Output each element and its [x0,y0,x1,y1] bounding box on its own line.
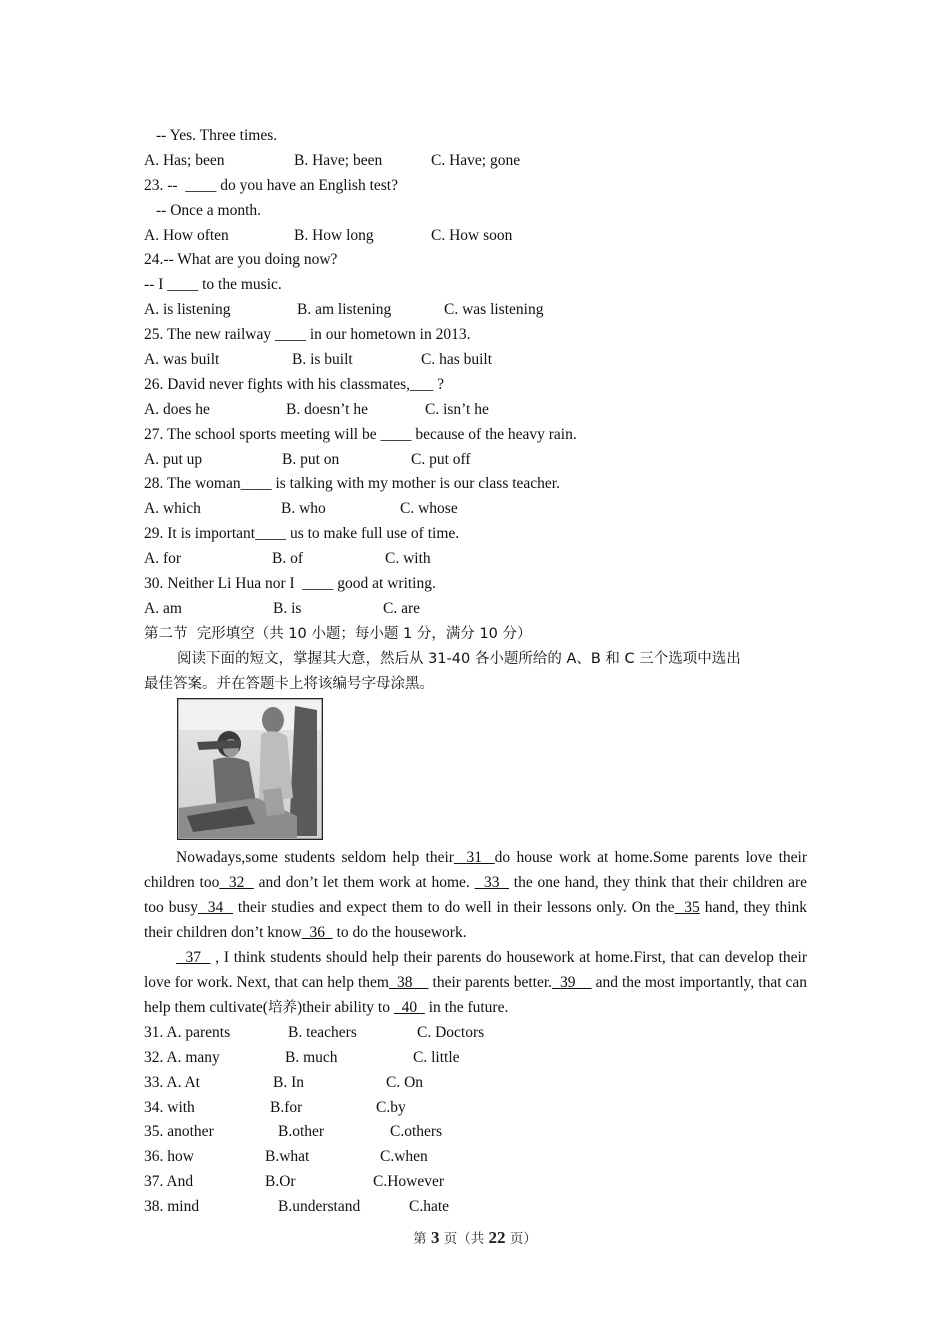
page-number: 3 [430,1228,440,1247]
q24-stem: 24.-- What are you doing now? [144,251,338,269]
option-a: A. which [144,500,201,518]
option-c: C. Doctors [417,1023,485,1041]
q33-options [144,1071,807,1096]
option-a: 38. mind [144,1198,200,1216]
passage-paragraph-2: 37 , I think students should help their parents do housework at home.First, that can develop their love for work. Next, that can help them 38 their parents better. 39 and the most importantly, that can help them cultivate(培养)their ability to 40 in the future. [144,949,808,1016]
option-c: C.when [380,1148,428,1166]
exam-page [144,124,807,1220]
option-a: 33. A. At [144,1073,200,1091]
option-b: B. doesn’t he [286,400,368,418]
option-c: C. How soon [431,226,513,244]
blank-36: 36 [301,924,333,942]
option-a: A. for [144,550,182,568]
option-b: B. who [281,500,326,518]
option-a: A. How often [144,226,229,244]
q23-answer: -- Once a month. [156,201,262,219]
q30-options [144,597,807,622]
option-c: C.others [390,1123,443,1141]
blank-39: 39 [552,974,592,992]
q29-options [144,547,807,572]
q24-answer: -- I ____ to the music. [144,276,282,294]
option-b: B.other [278,1123,325,1141]
option-a: 35. another [144,1123,214,1141]
option-a: A. does he [144,400,210,418]
section-title: 第二节 完形填空（共 10 小题；每小题 1 分，满分 10 分） [144,625,532,642]
q32-options [144,1046,807,1071]
option-a: A. is listening [144,301,231,319]
blank-35: 35 [674,899,700,917]
option-c: C. Have; gone [431,151,521,169]
option-a: 34. with [144,1098,195,1116]
option-c: C. isn’t he [425,400,489,418]
blank-33: 33 [474,874,510,892]
option-b: B.for [270,1098,303,1116]
q36-options [144,1145,807,1170]
option-b: B. is built [292,351,353,369]
option-a: 32. A. many [144,1048,220,1066]
section-instruction-cont: 最佳答案。并在答题卡上将该编号字母涂黑。 [144,675,434,692]
blank-40: 40 [393,998,425,1016]
q35-options [144,1120,807,1145]
option-a: 37. And [144,1173,194,1191]
blank-34: 34 [197,899,234,917]
section-instruction: 阅读下面的短文，掌握其大意，然后从 31-40 各小题所给的 A、B 和 C 三个选项中选出 [177,650,741,667]
blank-38: 38 [388,974,429,992]
option-c: C. with [385,550,431,568]
option-b: B. Have; been [294,151,383,169]
option-a: A. Has; been [144,151,225,169]
people-photo-image [177,698,323,840]
q26-stem: 26. David never fights with his classmates,___ ? [144,375,445,393]
option-c: C. whose [400,500,458,518]
option-c: C.by [376,1098,406,1116]
option-c: C. put off [411,450,471,468]
option-b: B. How long [294,226,374,244]
option-b: B. In [273,1073,304,1091]
q26-options [144,398,807,423]
option-a: A. put up [144,450,203,468]
q24-options [144,298,807,323]
option-a: 36. how [144,1148,194,1166]
blank-37: 37 [176,949,211,967]
q30-stem: 30. Neither Li Hua nor I ____ good at writing. [144,575,436,593]
q22-options [144,149,807,174]
option-a: A. was built [144,351,220,369]
option-b: B. is [273,599,302,617]
q27-options [144,448,807,473]
page-total: 22 [488,1228,506,1247]
q34-options [144,1096,807,1121]
q25-options [144,348,807,373]
q29-stem: 29. It is important____ us to make full use of time. [144,525,460,543]
option-b: B.understand [278,1198,361,1216]
q27-stem: 27. The school sports meeting will be ____ because of the heavy rain. [144,425,577,443]
option-c: C. are [383,599,421,617]
blank-32: 32 [219,874,254,892]
option-c: C.However [373,1173,445,1191]
q23-stem: 23. -- ____ do you have an English test? [144,176,398,194]
q28-options [144,497,807,522]
option-b: B.what [265,1148,310,1166]
page-footer: 第 3 页（共 22 页） [413,1228,537,1247]
q38-options [144,1195,807,1220]
q28-stem: 28. The woman____ is talking with my mother is our class teacher. [144,475,560,493]
option-b: B.Or [265,1173,296,1191]
option-b: B. am listening [297,301,392,319]
option-c: C. little [413,1048,460,1066]
option-a: 31. A. parents [144,1023,231,1041]
option-c: C. was listening [444,301,544,319]
q31-options [144,1021,807,1046]
option-b: B. put on [282,450,340,468]
q23-options [144,224,807,249]
option-c: C. has built [421,351,493,369]
passage-photo [177,698,323,840]
option-c: C.hate [409,1198,450,1216]
q25-stem: 25. The new railway ____ in our hometown in 2013. [144,326,471,344]
option-a: A. am [144,599,182,617]
option-b: B. of [272,550,303,568]
option-c: C. On [386,1073,424,1091]
option-b: B. teachers [288,1023,357,1041]
option-b: B. much [285,1048,338,1066]
passage-paragraph-1: Nowadays,some students seldom help their 31 do house work at home.Some parents love their children too 32 and don’t let them work at home. 33 the one hand, they think that their children are too busy 34 their studies and expect them to do well in their lessons only. On the 35 hand, they think their children don’t know 36 to do the housework. [144,849,808,942]
q22-answer: -- Yes. Three times. [156,127,278,144]
blank-31: 31 [453,849,495,867]
q37-options [144,1170,807,1195]
